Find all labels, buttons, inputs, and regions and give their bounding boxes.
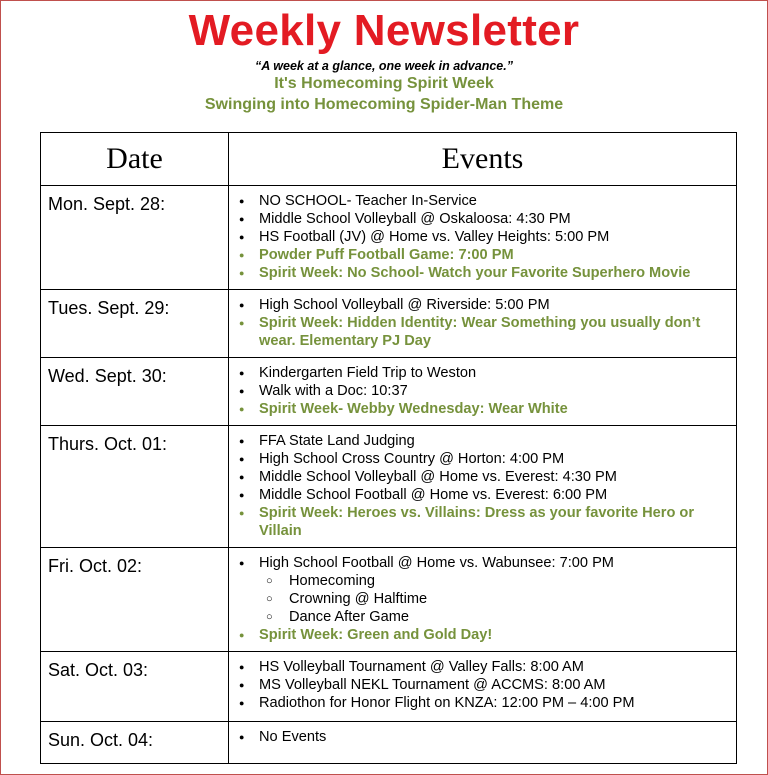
events-cell (229, 358, 737, 426)
spirit-week-item: ● Spirit Week- Webby Wednesday: Wear White (239, 400, 728, 418)
event-list (239, 192, 728, 282)
spirit-week-item: ● Spirit Week: Heroes vs. Villains: Dress as your favorite Hero or Villain (239, 504, 728, 540)
schedule-table (40, 132, 737, 764)
event-item: ● No Events (239, 728, 728, 746)
events-cell (229, 290, 737, 358)
spirit-week-item: ● Spirit Week: Green and Gold Day! (239, 626, 728, 644)
event-list (239, 296, 728, 350)
column-header-date: Date (41, 133, 229, 186)
event-item: ● HS Football (JV) @ Home vs. Valley Heights: 5:00 PM (239, 228, 728, 246)
events-cell (229, 186, 737, 290)
event-item: ● High School Cross Country @ Horton: 4:00 PM (239, 450, 728, 468)
column-header-events: Events (229, 133, 737, 186)
subtitle-theme: Swinging into Homecoming Spider-Man Theme (204, 96, 564, 113)
event-item (239, 554, 728, 626)
table-row (41, 186, 737, 290)
event-subitem: ○ Dance After Game (259, 608, 728, 626)
event-sublist (259, 572, 728, 626)
event-item-text: High School Football @ Home vs. Wabunsee: 7:00 PM (259, 555, 614, 571)
newsletter-tagline: “A week at a glance, one week in advance.” (255, 59, 513, 73)
event-item: ● Walk with a Doc: 10:37 (239, 382, 728, 400)
date-cell: Wed. Sept. 30: (41, 358, 229, 426)
subtitle-spirit-week: It's Homecoming Spirit Week (274, 75, 494, 92)
event-item: ● FFA State Land Judging (239, 432, 728, 450)
events-cell (229, 426, 737, 548)
event-item: ● High School Volleyball @ Riverside: 5:00 PM (239, 296, 728, 314)
date-cell: Mon. Sept. 28: (41, 186, 229, 290)
table-row (41, 358, 737, 426)
date-cell: Thurs. Oct. 01: (41, 426, 229, 548)
spirit-week-item: ● Spirit Week: Hidden Identity: Wear Something you usually don’t wear. Elementary PJ Day (239, 314, 728, 350)
event-item: ● Middle School Volleyball @ Oskaloosa: 4:30 PM (239, 210, 728, 228)
event-list (239, 364, 728, 418)
date-cell: Sun. Oct. 04: (41, 722, 229, 764)
table-header-row (41, 133, 737, 186)
event-list (239, 728, 728, 746)
table-row (41, 426, 737, 548)
table-row (41, 722, 737, 764)
table-row (41, 652, 737, 722)
events-cell (229, 652, 737, 722)
event-item: ● MS Volleyball NEKL Tournament @ ACCMS: 8:00 AM (239, 676, 728, 694)
event-subitem: ○ Crowning @ Halftime (259, 590, 728, 608)
event-subitem: ○ Homecoming (259, 572, 728, 590)
event-list (239, 554, 728, 644)
event-list (239, 432, 728, 540)
date-cell: Sat. Oct. 03: (41, 652, 229, 722)
event-item: ● Middle School Football @ Home vs. Everest: 6:00 PM (239, 486, 728, 504)
date-cell: Fri. Oct. 02: (41, 548, 229, 652)
events-cell (229, 548, 737, 652)
event-item: ● NO SCHOOL- Teacher In-Service (239, 192, 728, 210)
event-item: ● Radiothon for Honor Flight on KNZA: 12:00 PM – 4:00 PM (239, 694, 728, 712)
event-item-highlight: ● Powder Puff Football Game: 7:00 PM (239, 246, 728, 264)
event-item: ● Kindergarten Field Trip to Weston (239, 364, 728, 382)
event-list (239, 658, 728, 712)
newsletter-title: Weekly Newsletter (188, 6, 580, 55)
event-item: ● HS Volleyball Tournament @ Valley Falls: 8:00 AM (239, 658, 728, 676)
events-cell (229, 722, 737, 764)
event-item: ● Middle School Volleyball @ Home vs. Everest: 4:30 PM (239, 468, 728, 486)
date-cell: Tues. Sept. 29: (41, 290, 229, 358)
table-row (41, 290, 737, 358)
spirit-week-item: ● Spirit Week: No School- Watch your Favorite Superhero Movie (239, 264, 728, 282)
table-row (41, 548, 737, 652)
